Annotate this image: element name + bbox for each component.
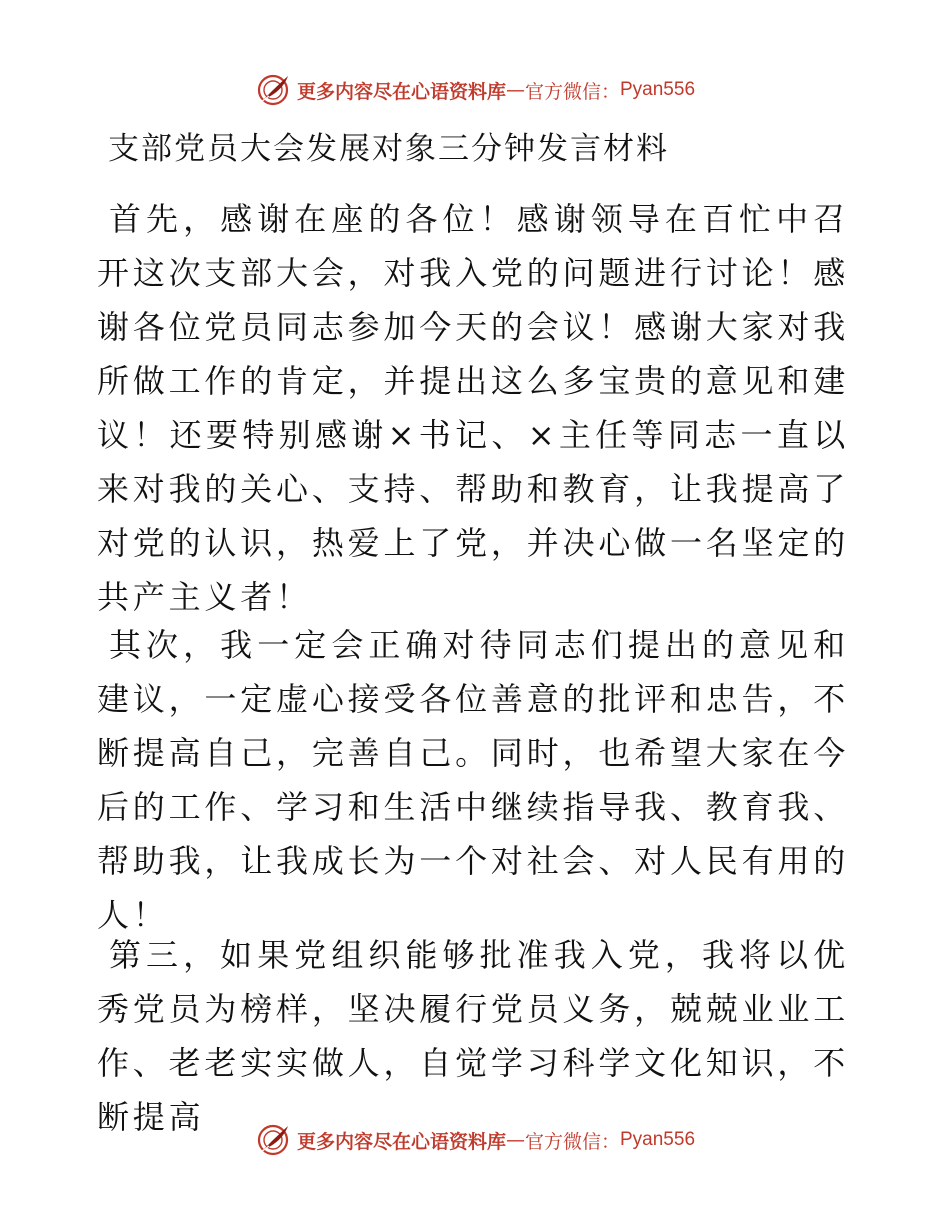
paragraph-2: 其次，我一定会正确对待同志们提出的意见和建议，一定虚心接受各位善意的批评和忠告，不断提高自己，完善自己。同时，也希望大家在今后的工作、学习和生活中继续指导我、教育我、帮助我，让我成长为一个对社会、对人民有用的人！ xyxy=(97,626,849,934)
watermark-wechat-label: 官方微信： xyxy=(524,1130,620,1153)
watermark-separator: — xyxy=(505,1129,525,1151)
watermark-site-text: 更多内容尽在心语资料库 xyxy=(296,80,506,103)
watermark-separator: — xyxy=(505,79,525,101)
paragraph-3: 第三，如果党组织能够批准我入党，我将以优秀党员为榜样，坚决履行党员义务，兢兢业业工作、老老实实做人，自觉学习科学文化知识，不断提高 xyxy=(97,936,849,1136)
watermark-wechat-id: Pyan556 xyxy=(620,79,696,100)
watermark-wechat-id: Pyan556 xyxy=(620,1129,696,1150)
header-watermark xyxy=(0,70,950,110)
watermark-wechat-label: 官方微信： xyxy=(524,80,620,103)
quill-pen-logo-icon xyxy=(255,72,291,108)
document-title: 支部党员大会发展对象三分钟发言材料 xyxy=(108,131,669,167)
watermark-site-text: 更多内容尽在心语资料库 xyxy=(296,1130,506,1153)
footer-watermark xyxy=(0,1120,950,1160)
quill-pen-logo-icon xyxy=(255,1122,291,1158)
paragraph-1: 首先，感谢在座的各位！感谢领导在百忙中召开这次支部大会，对我入党的问题进行讨论！感谢各位党员同志参加今天的会议！感谢大家对我所做工作的肯定，并提出这么多宝贵的意见和建议！还要特别感谢×书记、×主任等同志一直以来对我的关心、支持、帮助和教育，让我提高了对党的认识，热爱上了党，并决心做一名坚定的共产主义者！ xyxy=(97,200,849,616)
